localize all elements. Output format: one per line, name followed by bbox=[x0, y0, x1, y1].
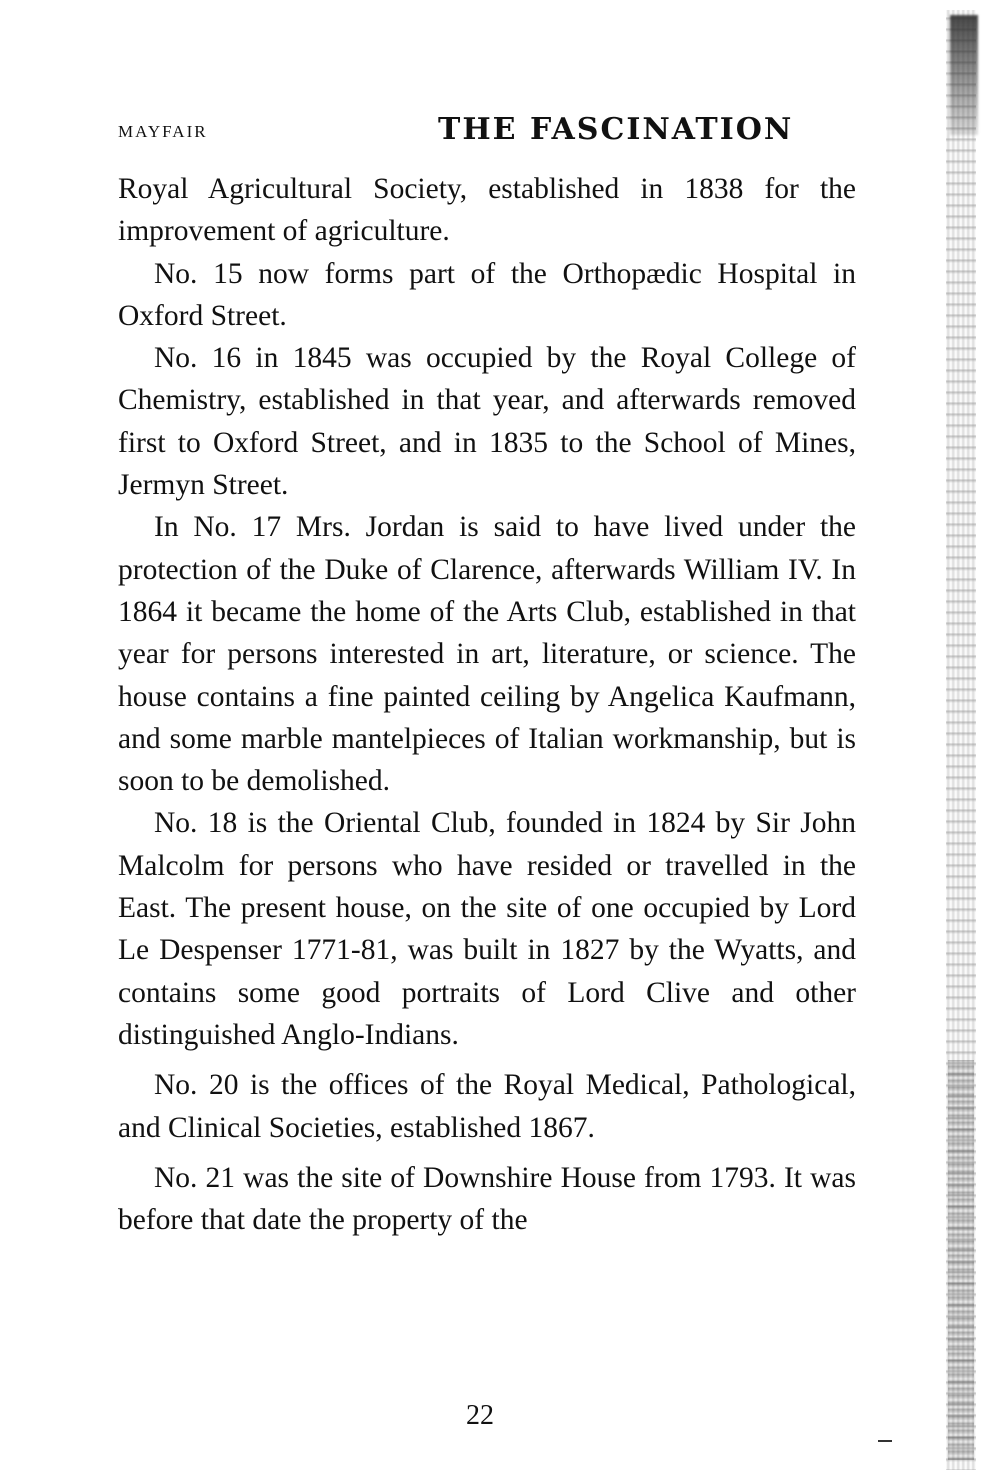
page-edge-dark-top bbox=[950, 15, 978, 135]
stray-mark bbox=[878, 1440, 892, 1442]
paragraph-6: No. 20 is the offices of the Royal Medical, Pathological, and Clinical Societies, established 1867. bbox=[118, 1069, 856, 1144]
paragraph-4: In No. 17 Mrs. Jordan is said to have lived under the protection of the Duke of Clarence, afterwards William IV. In 1864 it became the home of the Arts Club, established in that year for persons interested in art, literature, or science. The house contains a fine painted ceiling by Angelica Kaufmann, and some marble mantelpieces of Italian workmanship, but is soon to be demolished. bbox=[118, 511, 856, 798]
paragraph-7: No. 21 was the site of Downshire House from 1793. It was before that date the property of the bbox=[118, 1161, 856, 1237]
paragraph-3: No. 16 in 1845 was occupied by the Royal College of Chemistry, established in that year, and afterwards removed first to Oxford Street, and in 1835 to the School of Mines, Jermyn Street. bbox=[118, 342, 856, 502]
running-head-title: THE FASCINATION bbox=[438, 112, 794, 147]
paragraph-2: No. 15 now forms part of the Orthopædic Hospital in Oxford Street. bbox=[118, 257, 856, 332]
body-text bbox=[118, 168, 856, 1241]
paragraph-5: No. 18 is the Oriental Club, founded in 1824 by Sir John Malcolm for persons who have resided or travelled in the East. The present house, on the site of one occupied by Lord Le Despenser 1771-81, was built in 1827 by the Wyatts, and contains some good portraits of Lord Clive and other distinguished Anglo-Indians. bbox=[118, 807, 856, 1051]
page-number: 22 bbox=[466, 1400, 494, 1431]
running-head-left: MAYFAIR bbox=[118, 122, 208, 141]
paragraph-1: Royal Agricultural Society, established in 1838 for the improvement of agriculture. bbox=[118, 173, 856, 248]
running-head bbox=[118, 112, 858, 152]
